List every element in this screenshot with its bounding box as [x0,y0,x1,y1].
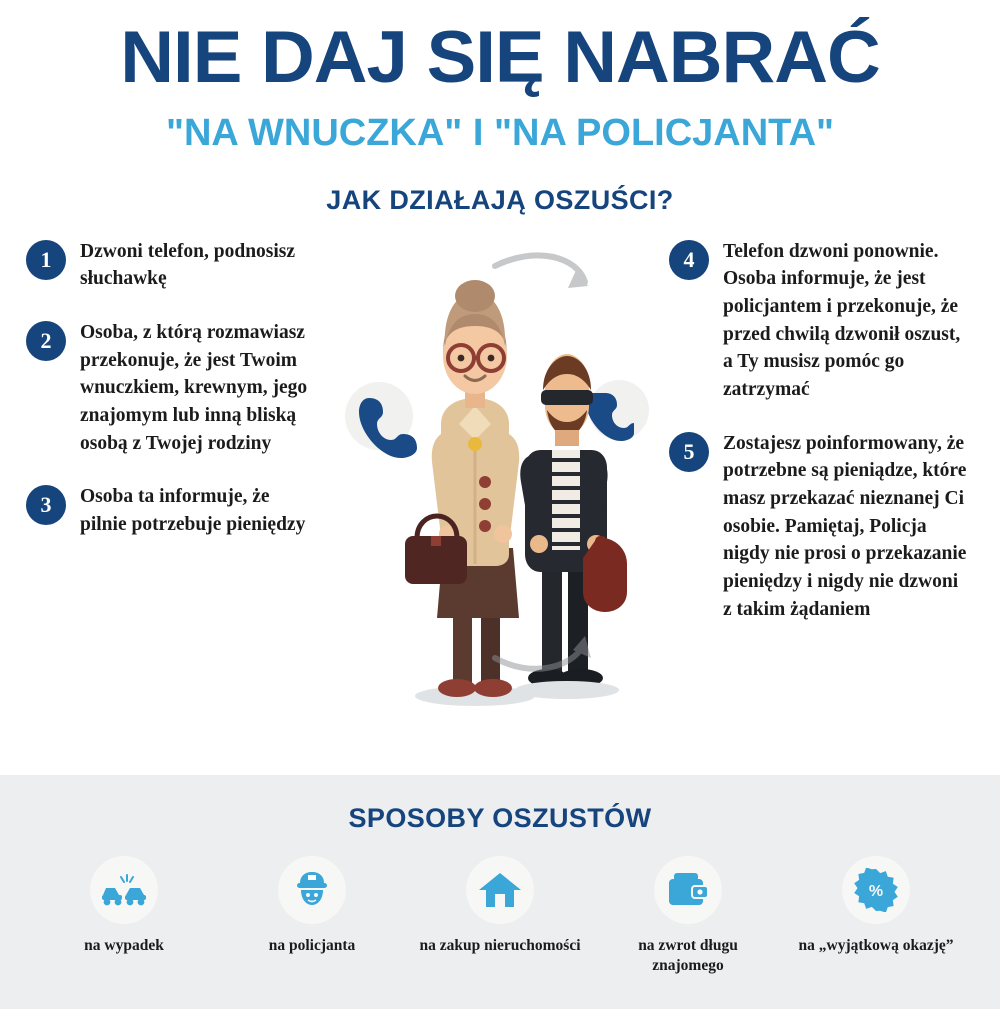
step-number-badge: 3 [26,485,66,525]
method-label: na policjanta [268,937,356,954]
phone-handset-icon [586,380,649,441]
policeman-icon [278,856,346,924]
section-heading-how-fraudsters-work: JAK DZIAŁAJĄ OSZUŚCI? [326,184,674,215]
steps-column-left [26,238,331,708]
method-label: na zakup nieruchomości [419,937,581,954]
step-number-badge: 1 [26,240,66,280]
footer-heading: SPOSOBY OSZUSTÓW [348,803,652,833]
methods-list [0,834,1000,976]
method-item [603,856,773,976]
page-subtitle: "NA WNUCZKA" I "NA POLICJANTA" [165,111,835,154]
step-item [26,483,331,538]
page-title: NIE DAJ SIĘ NABRAĆ [120,17,880,98]
fraud-illustration [345,238,655,708]
step-item [669,238,974,404]
step-number-badge: 2 [26,321,66,361]
methods-footer [0,775,1000,1009]
elderly-woman-figure [415,280,535,706]
poster-header [0,0,1000,216]
step-number-badge: 4 [669,240,709,280]
step-item [26,319,331,457]
method-item [791,856,961,956]
method-label: na wypadek [84,937,164,954]
steps-column-right [669,238,974,708]
step-item [669,430,974,624]
percent-badge-icon [842,856,910,924]
step-text: Osoba ta informuje, że pilnie potrzebuje pieniędzy [80,486,306,536]
illustration-column [345,238,655,708]
car-crash-icon [90,856,158,924]
house-icon [466,856,534,924]
steps-area [0,216,1000,708]
briefcase-icon [583,537,627,611]
step-item [26,238,331,293]
curved-arrow-icon [495,255,588,288]
step-text: Osoba, z którą rozmawiasz przekonuje, że jest Twoim wnuczkiem, krewnym, jego znajomym lub inną bliską osobą z Twojej rodziny [80,321,308,454]
step-text: Dzwoni telefon, podnosisz słuchawkę [80,240,296,290]
method-label: na „wyjątkową okazję” [798,937,954,954]
svg-text:%: % [868,883,884,900]
method-item [415,856,585,956]
step-number-badge: 5 [669,432,709,472]
wallet-icon [654,856,722,924]
step-text: Telefon dzwoni ponownie. Osoba informuje, że jest policjantem i przekonuje, że przed chwilą dzwonił oszust, a Ty musisz pomóc go zatrzymać [723,240,961,400]
step-text: Zostajesz poinformowany, że potrzebne są pieniądze, które masz przekazać nieznanej Ci osobie. Pamiętaj, Policja nigdy nie prosi o przekazanie pieniędzy i nigdy nie dzwoni z takim żądaniem [723,432,967,620]
phone-handset-icon [345,382,417,458]
method-label: na zwrot długu znajomego [638,937,738,975]
method-item [227,856,397,956]
method-item [39,856,209,956]
